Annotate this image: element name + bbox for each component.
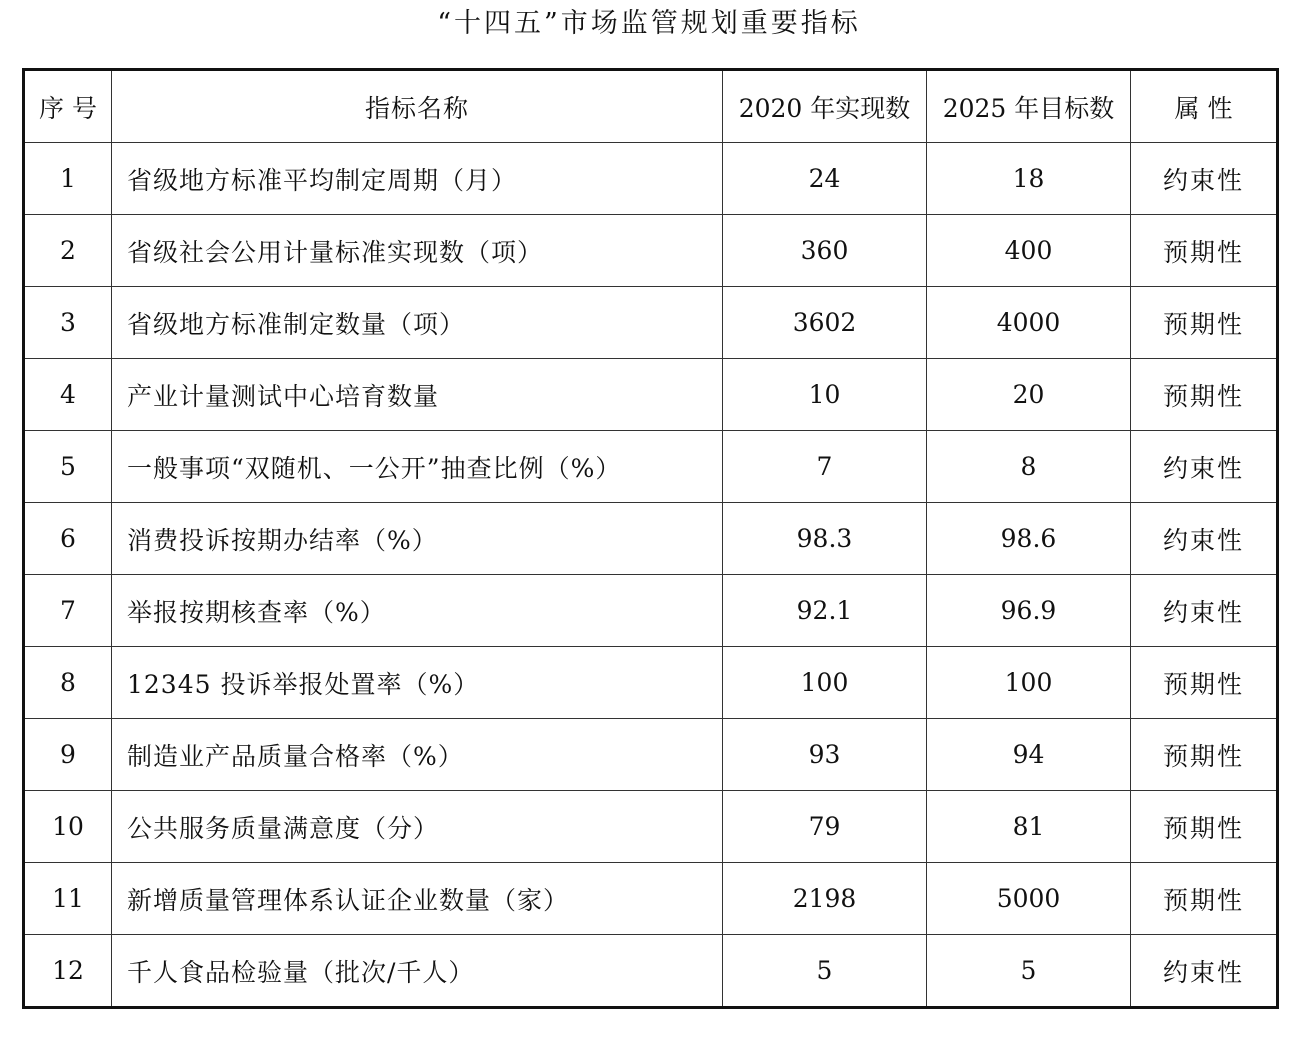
attribute-cell: 预期性 — [1131, 647, 1278, 719]
value-2020-cell: 24 — [723, 143, 927, 215]
value-2025-cell: 100 — [927, 647, 1131, 719]
value-2020-cell: 98.3 — [723, 503, 927, 575]
value-2020-cell: 10 — [723, 359, 927, 431]
value-2025-cell: 20 — [927, 359, 1131, 431]
table-row — [24, 143, 1278, 215]
attribute-cell: 预期性 — [1131, 287, 1278, 359]
header-2025: 2025 年目标数 — [927, 70, 1131, 143]
seq-cell: 2 — [24, 215, 112, 287]
indicator-name-cell: 省级地方标准制定数量（项） — [112, 287, 723, 359]
attribute-cell: 预期性 — [1131, 863, 1278, 935]
value-2020-cell: 360 — [723, 215, 927, 287]
seq-cell: 9 — [24, 719, 112, 791]
table-row — [24, 215, 1278, 287]
value-2025-cell: 4000 — [927, 287, 1131, 359]
value-2025-cell: 94 — [927, 719, 1131, 791]
value-2025-cell: 8 — [927, 431, 1131, 503]
indicator-name-cell: 省级地方标准平均制定周期（月） — [112, 143, 723, 215]
value-2025-cell: 18 — [927, 143, 1131, 215]
value-2020-cell: 3602 — [723, 287, 927, 359]
indicators-table — [22, 68, 1279, 1009]
indicator-name-cell: 消费投诉按期办结率（%） — [112, 503, 723, 575]
attribute-cell: 预期性 — [1131, 215, 1278, 287]
table-row — [24, 287, 1278, 359]
table-row — [24, 935, 1278, 1008]
table-row — [24, 359, 1278, 431]
header-row — [24, 70, 1278, 143]
table-row — [24, 575, 1278, 647]
table-body — [24, 143, 1278, 1008]
seq-cell: 10 — [24, 791, 112, 863]
attribute-cell: 预期性 — [1131, 719, 1278, 791]
seq-cell: 12 — [24, 935, 112, 1008]
indicator-name-cell: 一般事项“双随机、一公开”抽查比例（%） — [112, 431, 723, 503]
value-2020-cell: 7 — [723, 431, 927, 503]
seq-cell: 11 — [24, 863, 112, 935]
header-name: 指标名称 — [112, 70, 723, 143]
header-2020: 2020 年实现数 — [723, 70, 927, 143]
indicator-name-cell: 12345 投诉举报处置率（%） — [112, 647, 723, 719]
table-row — [24, 647, 1278, 719]
value-2020-cell: 79 — [723, 791, 927, 863]
seq-cell: 4 — [24, 359, 112, 431]
indicator-name-cell: 制造业产品质量合格率（%） — [112, 719, 723, 791]
attribute-cell: 约束性 — [1131, 503, 1278, 575]
indicator-name-cell: 举报按期核查率（%） — [112, 575, 723, 647]
seq-cell: 5 — [24, 431, 112, 503]
table-row — [24, 431, 1278, 503]
seq-cell: 8 — [24, 647, 112, 719]
table-row — [24, 503, 1278, 575]
indicator-name-cell: 省级社会公用计量标准实现数（项） — [112, 215, 723, 287]
indicator-name-cell: 产业计量测试中心培育数量 — [112, 359, 723, 431]
attribute-cell: 预期性 — [1131, 791, 1278, 863]
seq-cell: 3 — [24, 287, 112, 359]
table-header — [24, 70, 1278, 143]
value-2025-cell: 96.9 — [927, 575, 1131, 647]
attribute-cell: 约束性 — [1131, 935, 1278, 1008]
attribute-cell: 预期性 — [1131, 359, 1278, 431]
indicator-name-cell: 新增质量管理体系认证企业数量（家） — [112, 863, 723, 935]
seq-cell: 6 — [24, 503, 112, 575]
value-2025-cell: 98.6 — [927, 503, 1131, 575]
attribute-cell: 约束性 — [1131, 431, 1278, 503]
attribute-cell: 约束性 — [1131, 575, 1278, 647]
value-2020-cell: 100 — [723, 647, 927, 719]
document-title: “十四五”市场监管规划重要指标 — [437, 8, 861, 39]
attribute-cell: 约束性 — [1131, 143, 1278, 215]
value-2025-cell: 81 — [927, 791, 1131, 863]
value-2020-cell: 93 — [723, 719, 927, 791]
value-2025-cell: 5 — [927, 935, 1131, 1008]
header-attr: 属 性 — [1131, 70, 1278, 143]
indicator-name-cell: 公共服务质量满意度（分） — [112, 791, 723, 863]
value-2020-cell: 2198 — [723, 863, 927, 935]
value-2025-cell: 5000 — [927, 863, 1131, 935]
table-row — [24, 719, 1278, 791]
table-row — [24, 791, 1278, 863]
table-row — [24, 863, 1278, 935]
value-2020-cell: 5 — [723, 935, 927, 1008]
seq-cell: 7 — [24, 575, 112, 647]
indicator-name-cell: 千人食品检验量（批次/千人） — [112, 935, 723, 1008]
value-2020-cell: 92.1 — [723, 575, 927, 647]
header-seq: 序 号 — [24, 70, 112, 143]
value-2025-cell: 400 — [927, 215, 1131, 287]
seq-cell: 1 — [24, 143, 112, 215]
